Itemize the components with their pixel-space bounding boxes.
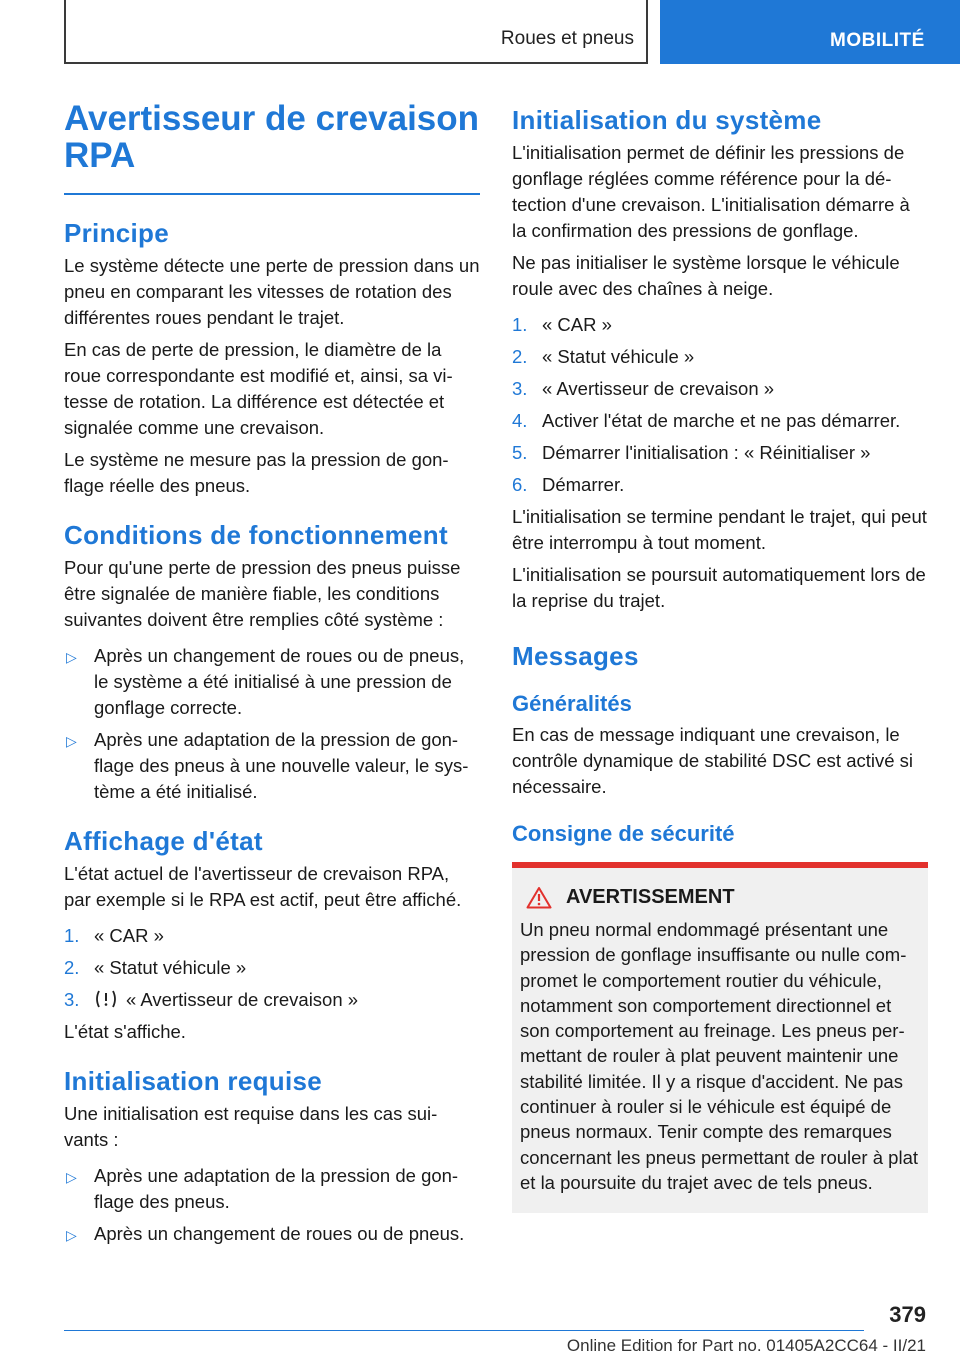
numbered-list [64,923,480,1013]
list-item: 3. « Avertisseur de crevaison » [512,378,775,399]
paragraph: Pour qu'une perte de pression des pneus puisse être signalée de manière fiable, les conditions suivantes doivent être remplies côté système : [64,557,461,630]
subheading-consigne: Consigne de sécurité [512,821,735,846]
paragraph: En cas de perte de pression, le diamètre de la roue correspondante est modifié et, ainsi, sa vi-tesse de rotation. La différence est détectée et signalée comme une crevaison. [64,339,453,438]
triangle-bullet-icon: ▷ [66,1169,77,1185]
list-item: 6. Démarrer. [512,474,625,495]
list-item: ▷ Après une adaptation de la pression de gon-flage des pneus. [66,1165,459,1212]
warning-header [520,886,920,909]
header-section-title: Roues et pneus [500,28,634,49]
heading-conditions: Conditions de fonctionnement [64,520,448,550]
heading-principe: Principe [64,218,169,248]
triangle-bullet-icon: ▷ [66,733,77,749]
left-column [64,100,480,1253]
subheading-generalites: Généralités [512,691,632,716]
tire-pressure-warning-icon [94,989,118,1009]
list-item: 4. Activer l'état de marche et ne pas démarrer. [512,410,901,431]
list-item: 2. « Statut véhicule » [512,346,695,367]
triangle-bullet-icon: ▷ [66,1227,77,1243]
paragraph: L'état s'affiche. [64,1021,186,1042]
heading-init-systeme: Initialisation du système [512,105,822,135]
list-item: 1. « CAR » [64,925,164,946]
warning-text: Un pneu normal endommagé présentant une pression de gonflage insuffisante ou nulle com-promet le comportement routier du véhicule, notamment son comportement directionnel et son comportement au freinage. Les pneus per-mettant de rouler à plat peuvent maintenir une stabilité limitée. Il y a risque d'accident. Ne pas continuer à rouler si le véhicule est équipé de pneus normaux. Tenir compte des remarques concernant les pneus permettant de rouler à plat et la poursuite du trajet avec de tels pneus. [520,919,918,1193]
list-item: 3. « Avertisseur de crevaison » [64,989,359,1010]
list-item: 2. « Statut véhicule » [64,957,247,978]
list-item: 5. Démarrer l'initialisation : « Réinitialiser » [512,442,871,463]
paragraph: L'état actuel de l'avertisseur de crevaison RPA, par exemple si le RPA est actif, peut être affiché. [64,863,462,910]
paragraph: Le système détecte une perte de pression dans un pneu en comparant les vitesses de rotation des différentes roues pendant le trajet. [64,255,480,328]
numbered-list [512,312,928,498]
right-column [512,104,928,1213]
paragraph: L'initialisation se termine pendant le trajet, qui peut être interrompu à tout moment. [512,506,927,553]
paragraph: Ne pas initialiser le système lorsque le véhicule roule avec des chaînes à neige. [512,252,900,299]
header-chapter-tab [660,0,960,64]
chapter-label: MOBILITÉ [830,30,925,51]
footer-edition: Online Edition for Part no. 01405A2CC64 - II/21 [566,1336,926,1355]
warning-label: AVERTISSEMENT [566,886,735,908]
warning-triangle-icon [526,886,552,909]
list-item: ▷ Après une adaptation de la pression de gon-flage des pneus à une nouvelle valeur, le sys-tème a été initialisé. [66,729,469,802]
bullet-list [64,1163,480,1247]
list-item: ▷ Après un changement de roues ou de pneus, le système a été initialisé à une pression de gonflage correcte. [66,645,465,718]
paragraph: L'initialisation se poursuit automatiquement lors de la reprise du trajet. [512,564,926,611]
heading-affichage: Affichage d'état [64,826,263,856]
triangle-bullet-icon: ▷ [66,649,77,665]
title-divider [64,193,480,195]
list-item: 1. « CAR » [512,314,612,335]
warning-box [512,862,928,1213]
footer-divider [64,1330,864,1331]
bullet-list [64,643,480,805]
paragraph: L'initialisation permet de définir les pressions de gonflage réglées comme référence pour la dé-tection d'une crevaison. L'initialisation démarre à la confirmation des pressions de gonflage. [512,142,910,241]
list-item: ▷ Après un changement de roues ou de pneus. [64,1221,480,1247]
paragraph: En cas de message indiquant une crevaison, le contrôle dynamique de stabilité DSC est activé si nécessaire. [512,724,914,797]
paragraph: Le système ne mesure pas la pression de gon-flage réelle des pneus. [64,449,449,496]
paragraph: Une initialisation est requise dans les cas sui-vants : [64,1103,438,1150]
heading-messages: Messages [512,641,639,671]
page-title: Avertisseur de crevaison RPA [64,99,480,175]
heading-init-requise: Initialisation requise [64,1066,322,1096]
page-number: 379 [889,1302,926,1327]
